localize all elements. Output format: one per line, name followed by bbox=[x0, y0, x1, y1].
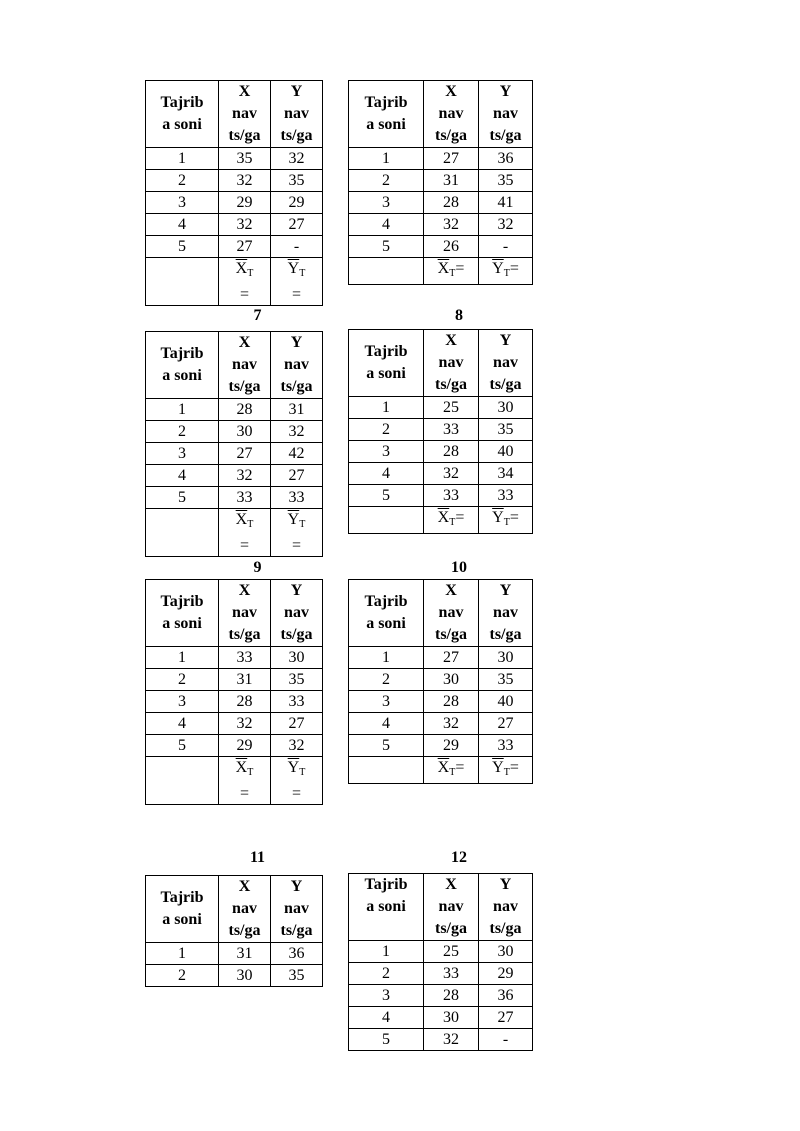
cell: 33 bbox=[219, 647, 271, 669]
table-row bbox=[146, 236, 323, 258]
mean-x-cell: $\overline{X}_T=$ bbox=[424, 507, 479, 534]
cell: - bbox=[479, 236, 533, 258]
data-table bbox=[348, 80, 533, 285]
table-row bbox=[349, 735, 533, 757]
cell: 35 bbox=[271, 170, 323, 192]
header-trial-number: Tajrib a soni bbox=[146, 81, 219, 148]
cell: 32 bbox=[219, 214, 271, 236]
cell: 32 bbox=[479, 214, 533, 236]
cell: 27 bbox=[424, 148, 479, 170]
cell: 5 bbox=[349, 735, 424, 757]
data-table bbox=[145, 331, 323, 557]
cell: 27 bbox=[219, 443, 271, 465]
cell: 30 bbox=[271, 647, 323, 669]
mean-x-cell: $\overline{X}_T$ = bbox=[219, 509, 271, 557]
cell: 36 bbox=[271, 943, 323, 965]
mean-row bbox=[349, 757, 533, 784]
table-number: 8 bbox=[455, 307, 463, 324]
mean-y-cell: $\overline{Y}_T$ = bbox=[271, 509, 323, 557]
data-table bbox=[145, 80, 323, 306]
cell: 33 bbox=[424, 963, 479, 985]
cell: 33 bbox=[219, 487, 271, 509]
cell: 1 bbox=[349, 397, 424, 419]
cell: 27 bbox=[219, 236, 271, 258]
cell: 28 bbox=[219, 691, 271, 713]
header-y: Y nav ts/ga bbox=[271, 876, 323, 943]
cell: 5 bbox=[349, 1029, 424, 1051]
header-y: Y nav ts/ga bbox=[271, 332, 323, 399]
table-row bbox=[349, 419, 533, 441]
empty-cell bbox=[349, 258, 424, 285]
mean-y-cell: $\overline{Y}_T$ = bbox=[271, 258, 323, 306]
table-row bbox=[146, 399, 323, 421]
cell: 3 bbox=[349, 441, 424, 463]
cell: 32 bbox=[424, 1029, 479, 1051]
table-block-t7 bbox=[145, 307, 323, 557]
cell: 27 bbox=[271, 465, 323, 487]
mean-row bbox=[349, 258, 533, 285]
cell: 4 bbox=[349, 713, 424, 735]
cell: 28 bbox=[424, 985, 479, 1007]
cell: 35 bbox=[479, 419, 533, 441]
cell: 1 bbox=[146, 399, 219, 421]
table-number: 12 bbox=[451, 849, 467, 866]
table-row bbox=[349, 214, 533, 236]
table-block-t5 bbox=[145, 80, 323, 306]
cell: 35 bbox=[479, 170, 533, 192]
table-block-t8 bbox=[348, 307, 533, 534]
cell: 1 bbox=[349, 647, 424, 669]
cell: 3 bbox=[146, 443, 219, 465]
cell: 36 bbox=[479, 148, 533, 170]
mean-row bbox=[146, 757, 323, 805]
table-row bbox=[146, 735, 323, 757]
cell: 27 bbox=[479, 1007, 533, 1029]
cell: 29 bbox=[424, 735, 479, 757]
table-row bbox=[146, 443, 323, 465]
mean-x-cell: $\overline{X}_T$ = bbox=[219, 258, 271, 306]
cell: 31 bbox=[219, 669, 271, 691]
cell: 2 bbox=[146, 421, 219, 443]
header-trial-number: Tajrib a soni bbox=[349, 580, 424, 647]
cell: 25 bbox=[424, 397, 479, 419]
cell: 35 bbox=[271, 669, 323, 691]
data-table bbox=[348, 329, 533, 534]
cell: 33 bbox=[479, 735, 533, 757]
header-x: X nav ts/ga bbox=[424, 580, 479, 647]
mean-row bbox=[349, 507, 533, 534]
data-table bbox=[348, 579, 533, 784]
cell: 32 bbox=[271, 148, 323, 170]
cell: 32 bbox=[219, 465, 271, 487]
data-table bbox=[145, 875, 323, 987]
cell: 2 bbox=[349, 963, 424, 985]
cell: 27 bbox=[479, 713, 533, 735]
cell: 3 bbox=[146, 192, 219, 214]
table-row bbox=[349, 1029, 533, 1051]
cell: 33 bbox=[479, 485, 533, 507]
cell: 40 bbox=[479, 441, 533, 463]
cell: 2 bbox=[146, 965, 219, 987]
table-row bbox=[146, 421, 323, 443]
cell: 35 bbox=[479, 669, 533, 691]
header-trial-number: Tajrib a soni bbox=[349, 330, 424, 397]
table-row bbox=[146, 669, 323, 691]
cell: 1 bbox=[146, 647, 219, 669]
header-x: X nav ts/ga bbox=[219, 81, 271, 148]
cell: 1 bbox=[146, 943, 219, 965]
cell: 2 bbox=[349, 419, 424, 441]
cell: - bbox=[479, 1029, 533, 1051]
cell: 31 bbox=[219, 943, 271, 965]
cell: 1 bbox=[349, 941, 424, 963]
table-row bbox=[349, 691, 533, 713]
table-row bbox=[349, 1007, 533, 1029]
cell: 32 bbox=[424, 214, 479, 236]
cell: 33 bbox=[271, 691, 323, 713]
table-number: 7 bbox=[253, 307, 262, 324]
mean-x-cell: $\overline{X}_T=$ bbox=[424, 757, 479, 784]
cell: 28 bbox=[424, 192, 479, 214]
table-row bbox=[349, 463, 533, 485]
table-number: 11 bbox=[249, 849, 266, 866]
table-row bbox=[349, 669, 533, 691]
header-y: Y nav ts/ga bbox=[479, 330, 533, 397]
cell: 2 bbox=[349, 170, 424, 192]
cell: 32 bbox=[271, 421, 323, 443]
table-row bbox=[349, 963, 533, 985]
cell: 31 bbox=[424, 170, 479, 192]
cell: 2 bbox=[349, 669, 424, 691]
cell: 32 bbox=[424, 463, 479, 485]
table-row bbox=[349, 192, 533, 214]
cell: 5 bbox=[146, 236, 219, 258]
mean-y-cell: $\overline{Y}_T$ = bbox=[271, 757, 323, 805]
table-block-t11 bbox=[145, 849, 323, 987]
header-trial-number: Tajrib a soni bbox=[146, 332, 219, 399]
cell: 29 bbox=[271, 192, 323, 214]
table-row bbox=[349, 170, 533, 192]
cell: 33 bbox=[424, 485, 479, 507]
header-x: X nav ts/ga bbox=[424, 874, 479, 941]
header-x: X nav ts/ga bbox=[219, 580, 271, 647]
cell: 25 bbox=[424, 941, 479, 963]
mean-y-cell: $\overline{Y}_T=$ bbox=[479, 258, 533, 285]
cell: 5 bbox=[349, 485, 424, 507]
mean-x-cell: $\overline{X}_T=$ bbox=[424, 258, 479, 285]
cell: 42 bbox=[271, 443, 323, 465]
cell: 3 bbox=[349, 691, 424, 713]
cell: 5 bbox=[146, 735, 219, 757]
header-trial-number: Tajrib a soni bbox=[146, 876, 219, 943]
cell: 26 bbox=[424, 236, 479, 258]
header-y: Y nav ts/ga bbox=[271, 81, 323, 148]
cell: 1 bbox=[146, 148, 219, 170]
cell: 1 bbox=[349, 148, 424, 170]
cell: 30 bbox=[479, 941, 533, 963]
table-row bbox=[349, 985, 533, 1007]
header-trial-number: Tajrib a soni bbox=[349, 81, 424, 148]
header-trial-number: Tajrib a soni bbox=[146, 580, 219, 647]
cell: 5 bbox=[349, 236, 424, 258]
table-row bbox=[146, 148, 323, 170]
cell: 29 bbox=[219, 192, 271, 214]
cell: 30 bbox=[219, 965, 271, 987]
cell: 29 bbox=[479, 963, 533, 985]
header-x: X nav ts/ga bbox=[424, 81, 479, 148]
cell: 32 bbox=[424, 713, 479, 735]
cell: 32 bbox=[219, 713, 271, 735]
cell: 30 bbox=[479, 397, 533, 419]
cell: 30 bbox=[424, 1007, 479, 1029]
mean-row bbox=[146, 509, 323, 557]
table-row bbox=[146, 465, 323, 487]
mean-y-cell: $\overline{Y}_T=$ bbox=[479, 757, 533, 784]
table-row bbox=[349, 941, 533, 963]
cell: 30 bbox=[424, 669, 479, 691]
empty-cell bbox=[146, 509, 219, 557]
header-x: X nav ts/ga bbox=[424, 330, 479, 397]
cell: 27 bbox=[424, 647, 479, 669]
empty-cell bbox=[349, 757, 424, 784]
table-row bbox=[349, 441, 533, 463]
table-row bbox=[146, 691, 323, 713]
table-row bbox=[146, 192, 323, 214]
table-row bbox=[146, 943, 323, 965]
cell: 32 bbox=[219, 170, 271, 192]
cell: 28 bbox=[219, 399, 271, 421]
cell: 4 bbox=[349, 1007, 424, 1029]
table-row bbox=[349, 236, 533, 258]
empty-cell bbox=[349, 507, 424, 534]
header-trial-number: Tajrib a soni bbox=[349, 874, 424, 941]
table-row bbox=[146, 487, 323, 509]
header-x: X nav ts/ga bbox=[219, 332, 271, 399]
table-row bbox=[349, 647, 533, 669]
header-y: Y nav ts/ga bbox=[479, 874, 533, 941]
table-row bbox=[146, 170, 323, 192]
cell: 4 bbox=[146, 465, 219, 487]
table-block-t9 bbox=[145, 559, 323, 805]
data-table bbox=[145, 579, 323, 805]
table-row bbox=[146, 214, 323, 236]
cell: 4 bbox=[349, 463, 424, 485]
cell: 3 bbox=[349, 985, 424, 1007]
header-x: X nav ts/ga bbox=[219, 876, 271, 943]
table-number: 9 bbox=[253, 559, 262, 576]
mean-row bbox=[146, 258, 323, 306]
cell: 27 bbox=[271, 713, 323, 735]
cell: 33 bbox=[271, 487, 323, 509]
cell: 29 bbox=[219, 735, 271, 757]
cell: 28 bbox=[424, 691, 479, 713]
table-row bbox=[349, 485, 533, 507]
data-table bbox=[348, 873, 533, 1051]
mean-x-cell: $\overline{X}_T$ = bbox=[219, 757, 271, 805]
table-row bbox=[146, 713, 323, 735]
cell: 31 bbox=[271, 399, 323, 421]
cell: 34 bbox=[479, 463, 533, 485]
cell: 28 bbox=[424, 441, 479, 463]
cell: - bbox=[271, 236, 323, 258]
empty-cell bbox=[146, 757, 219, 805]
header-y: Y nav ts/ga bbox=[479, 580, 533, 647]
table-row bbox=[349, 148, 533, 170]
cell: 35 bbox=[271, 965, 323, 987]
cell: 40 bbox=[479, 691, 533, 713]
cell: 41 bbox=[479, 192, 533, 214]
table-block-t12 bbox=[348, 849, 533, 1051]
cell: 35 bbox=[219, 148, 271, 170]
cell: 32 bbox=[271, 735, 323, 757]
table-block-t10 bbox=[348, 559, 533, 784]
cell: 30 bbox=[479, 647, 533, 669]
table-row bbox=[146, 965, 323, 987]
cell: 3 bbox=[146, 691, 219, 713]
table-number: 10 bbox=[451, 559, 467, 576]
cell: 27 bbox=[271, 214, 323, 236]
cell: 33 bbox=[424, 419, 479, 441]
cell: 36 bbox=[479, 985, 533, 1007]
mean-y-cell: $\overline{Y}_T=$ bbox=[479, 507, 533, 534]
table-row bbox=[349, 397, 533, 419]
cell: 30 bbox=[219, 421, 271, 443]
cell: 4 bbox=[349, 214, 424, 236]
cell: 5 bbox=[146, 487, 219, 509]
cell: 4 bbox=[146, 713, 219, 735]
table-block-t6 bbox=[348, 80, 533, 285]
cell: 3 bbox=[349, 192, 424, 214]
empty-cell bbox=[146, 258, 219, 306]
header-y: Y nav ts/ga bbox=[479, 81, 533, 148]
table-row bbox=[349, 713, 533, 735]
table-row bbox=[146, 647, 323, 669]
cell: 4 bbox=[146, 214, 219, 236]
header-y: Y nav ts/ga bbox=[271, 580, 323, 647]
cell: 2 bbox=[146, 669, 219, 691]
cell: 2 bbox=[146, 170, 219, 192]
